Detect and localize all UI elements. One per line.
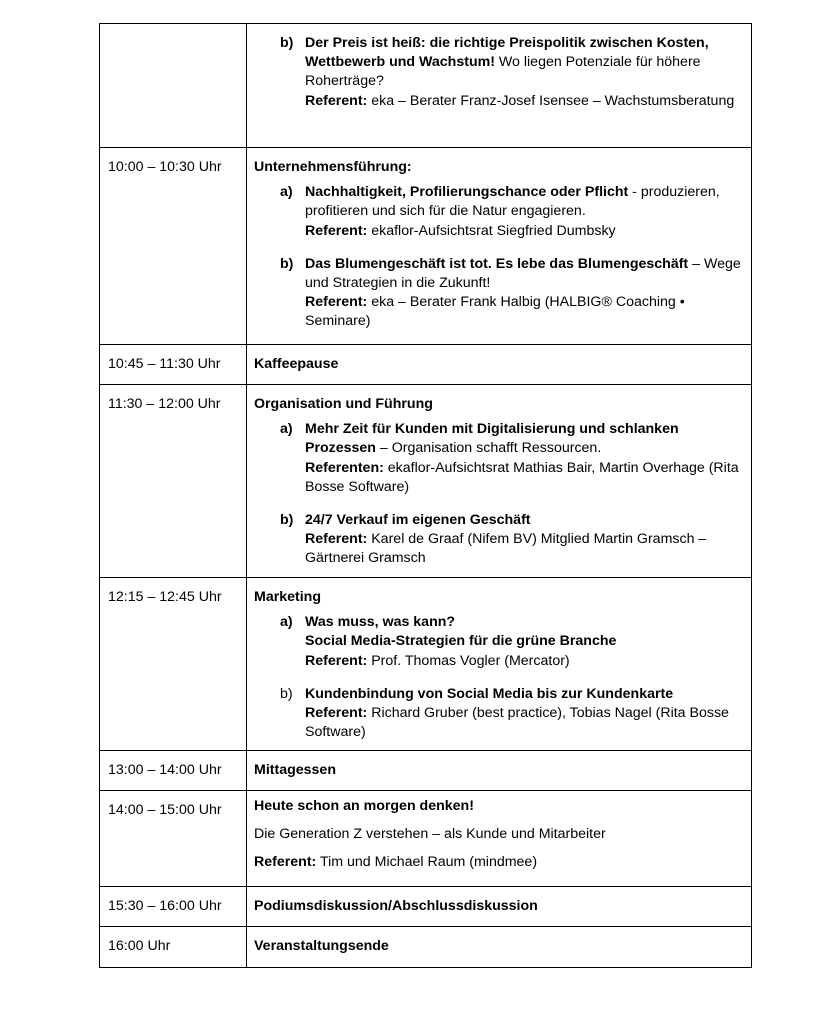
- speaker-text: Richard Gruber (best practice), Tobias Nagel (Rita Bosse Software): [305, 705, 729, 741]
- item-label: a): [280, 184, 293, 201]
- time-cell: 15:30 – 16:00 Uhr: [100, 886, 247, 926]
- speaker-label: Referent:: [305, 652, 368, 669]
- section-title: Podiumsdiskussion/Abschlussdiskussion: [254, 897, 538, 914]
- speaker-label: Referent:: [305, 92, 368, 109]
- item-label: b): [280, 35, 294, 51]
- schedule-row: [100, 886, 752, 926]
- content-cell: [247, 751, 752, 791]
- content-cell: [247, 886, 752, 926]
- speaker-label: Referenten:: [305, 459, 384, 476]
- schedule-row: [100, 751, 752, 791]
- speaker-text: ekaflor-Aufsichtsrat Mathias Bair, Martin Overhage (Rita Bosse Software): [305, 459, 739, 495]
- agenda-item: [254, 255, 743, 332]
- content-cell: [247, 578, 752, 751]
- agenda-item: [254, 420, 743, 497]
- schedule-row: [100, 791, 752, 887]
- content-cell: [247, 345, 752, 385]
- item-title: Was muss, was kann?: [305, 614, 456, 631]
- time-cell: 10:45 – 11:30 Uhr: [100, 345, 247, 385]
- item-label: a): [280, 421, 293, 438]
- agenda-item: [254, 34, 743, 111]
- item-subtitle: Social Media-Strategien für die grüne Branche: [305, 633, 617, 650]
- schedule-row: [100, 926, 752, 967]
- speaker-text: Tim und Michael Raum (mindmee): [316, 854, 538, 871]
- speaker-text: eka – Berater Frank Halbig (HALBIG® Coaching • Seminare): [305, 294, 685, 330]
- section-title: Veranstaltungsende: [254, 937, 389, 954]
- time-cell: 10:00 – 10:30 Uhr: [100, 148, 247, 345]
- section-title: Mittagessen: [254, 762, 336, 778]
- section-title: Heute schon an morgen denken!: [254, 798, 474, 814]
- content-cell: [247, 385, 752, 578]
- item-title: Nachhaltigkeit, Profilierungschance oder Pflicht: [305, 184, 629, 201]
- item-title: 24/7 Verkauf im eigenen Geschäft: [305, 512, 531, 529]
- section-title: Organisation und Führung: [254, 396, 433, 412]
- speaker-label: Referent:: [254, 854, 317, 871]
- speaker-label: Referent:: [305, 294, 368, 311]
- schedule-row: [100, 24, 752, 148]
- content-cell: [247, 926, 752, 967]
- speaker-text: ekaflor-Aufsichtsrat Siegfried Dumbsky: [367, 222, 616, 239]
- content-cell: [247, 24, 752, 148]
- item-text: – Organisation schafft Ressourcen.: [375, 440, 602, 457]
- agenda-item: [254, 511, 743, 569]
- time-cell: 13:00 – 14:00 Uhr: [100, 751, 247, 791]
- speaker-label: Referent:: [305, 222, 368, 239]
- session-description: Die Generation Z verstehen – als Kunde und Mitarbeiter: [254, 826, 606, 843]
- item-text: - produzieren, profitieren und sich für die Natur engagieren.: [305, 184, 720, 220]
- time-cell: [100, 24, 247, 148]
- section-title: Kaffeepause: [254, 356, 339, 372]
- speaker-text: eka – Berater Franz-Josef Isensee – Wachstumsberatung: [367, 92, 735, 109]
- item-label: b): [280, 255, 294, 272]
- item-label: a): [280, 614, 293, 631]
- time-cell: 16:00 Uhr: [100, 926, 247, 967]
- schedule-row: [100, 578, 752, 751]
- schedule-row: [100, 385, 752, 578]
- speaker-text: Karel de Graaf (Nifem BV) Mitglied Martin Gramsch – Gärtnerei Gramsch: [305, 531, 707, 567]
- content-cell: [247, 148, 752, 345]
- item-title: Mehr Zeit für Kunden mit Digitalisierung und schlanken Prozessen: [305, 421, 679, 457]
- content-cell: [247, 791, 752, 887]
- time-cell: 12:15 – 12:45 Uhr: [100, 578, 247, 751]
- item-title: Kundenbindung von Social Media bis zur Kundenkarte: [305, 685, 674, 702]
- schedule-row: [100, 345, 752, 385]
- item-label: b): [280, 512, 294, 529]
- agenda-item: [254, 183, 743, 241]
- agenda-item: [254, 685, 743, 743]
- schedule-row: [100, 148, 752, 345]
- time-cell: 14:00 – 15:00 Uhr: [100, 791, 247, 887]
- speaker-text: Prof. Thomas Vogler (Mercator): [367, 652, 570, 669]
- schedule-table: [99, 23, 752, 968]
- item-title: Der Preis ist heiß: die richtige Preispolitik zwischen Kosten, Wettbewerb und Wachstum!: [305, 35, 709, 71]
- section-title: Marketing: [254, 589, 322, 605]
- section-title: Unternehmensführung:: [254, 159, 412, 175]
- item-text: Wo liegen Potenziale für höhere Roherträge?: [305, 54, 701, 90]
- time-cell: 11:30 – 12:00 Uhr: [100, 385, 247, 578]
- speaker-label: Referent:: [305, 531, 368, 548]
- speaker-label: Referent:: [305, 705, 368, 722]
- item-label: b): [280, 685, 293, 702]
- agenda-item: [254, 613, 743, 671]
- item-text: – Wege und Strategien in die Zukunft!: [305, 255, 741, 292]
- item-title: Das Blumengeschäft ist tot. Es lebe das Blumengeschäft: [305, 255, 689, 272]
